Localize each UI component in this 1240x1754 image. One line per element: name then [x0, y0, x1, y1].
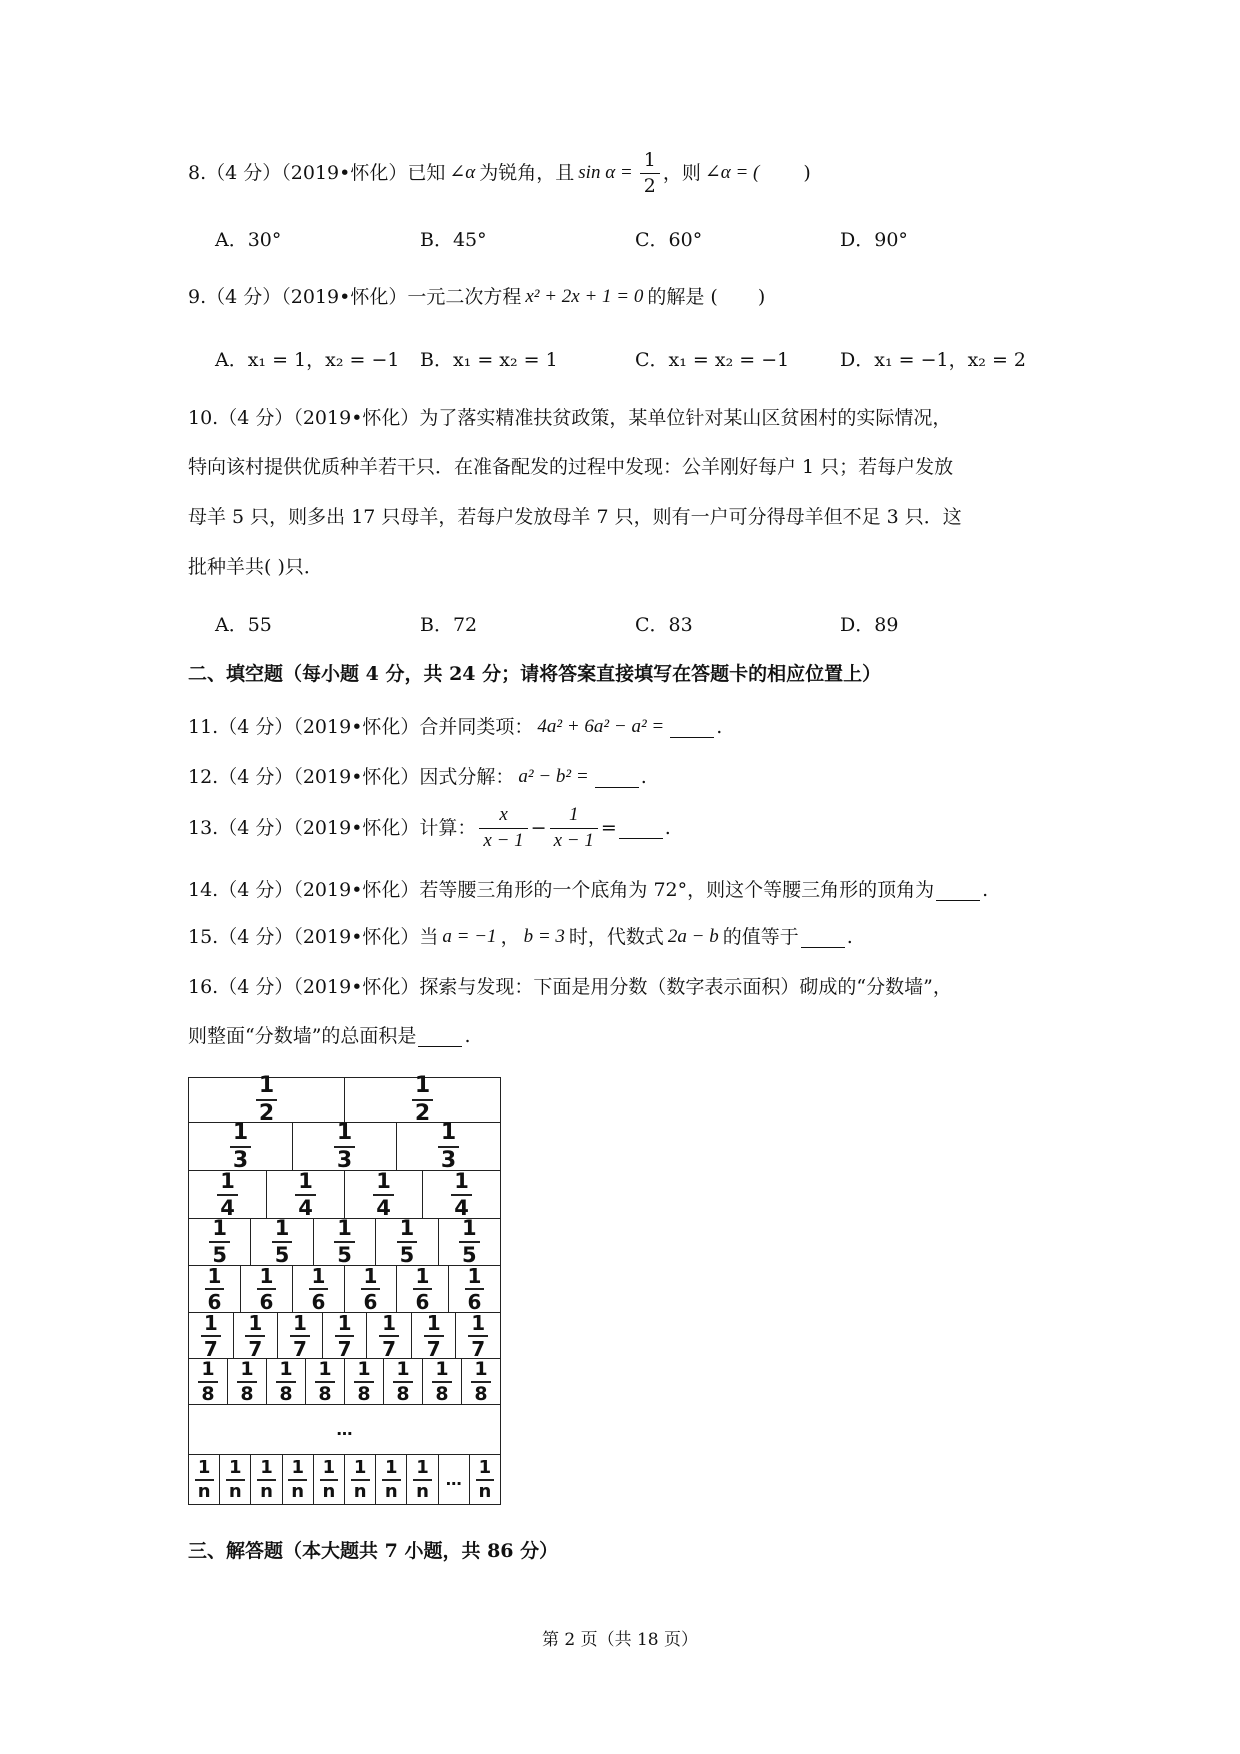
q11-expression: 4a² + 6a² − a² =: [537, 716, 665, 737]
q12-expression: a² − b² =: [518, 766, 589, 787]
wall-cell: [278, 1310, 323, 1361]
wall-cell-denominator: 7: [379, 1335, 399, 1359]
q9-tail: 的解是 (: [647, 286, 718, 308]
wall-cell: [470, 1455, 500, 1504]
question-8: [188, 150, 811, 197]
q11-period: .: [716, 716, 723, 738]
q10-option-d: D．89: [840, 614, 899, 636]
q13-fraction-2: [550, 805, 598, 852]
wall-cell: [397, 1266, 449, 1312]
q15-a-value: a = −1: [442, 926, 497, 947]
wall-cell-fraction: [459, 1218, 480, 1266]
wall-cell-denominator: 3: [334, 1146, 355, 1172]
wall-cell-denominator: 7: [424, 1335, 444, 1359]
wall-ellipsis-row: [189, 1405, 500, 1454]
wall-cell-fraction: [432, 1357, 451, 1405]
q16-period: .: [464, 1025, 471, 1047]
wall-cell: [407, 1455, 438, 1504]
section-2-heading: 二、填空题（每小题 4 分，共 24 分；请将答案直接填写在答题卡的相应位置上）: [188, 663, 882, 685]
wall-cell-numerator: 1: [474, 1357, 488, 1380]
q8-option-a: A．30°: [215, 229, 282, 251]
wall-row-9: [189, 1455, 500, 1504]
wall-cell-fraction: [465, 1266, 485, 1312]
q8-rhs: ∠α = (: [704, 162, 760, 184]
q9-close-paren: ): [757, 286, 766, 308]
wall-cell-numerator: 1: [353, 1456, 367, 1478]
wall-cell-numerator: 1: [203, 1310, 218, 1335]
wall-cell-numerator: 1: [291, 1456, 304, 1478]
q12-answer-blank: [595, 767, 639, 788]
wall-cell-denominator: 5: [334, 1241, 355, 1266]
q15-mid: 时，代数式: [568, 926, 664, 948]
wall-row-3: [189, 1168, 500, 1220]
wall-cell-numerator: 1: [471, 1310, 486, 1335]
q8-option-b: B．45°: [420, 229, 487, 251]
wall-cell-fraction: [276, 1357, 295, 1405]
wall-cell: [293, 1119, 397, 1173]
wall-cell-denominator: n: [413, 1479, 432, 1501]
wall-cell-fraction: [351, 1456, 370, 1502]
wall-cell: [423, 1168, 500, 1220]
wall-cell-fraction: [256, 1075, 277, 1125]
wall-cell-denominator: 6: [309, 1288, 329, 1312]
wall-cell-denominator: 4: [217, 1194, 238, 1219]
q8-tail: ，则: [662, 162, 701, 185]
wall-cell-denominator: 2: [412, 1099, 433, 1125]
wall-cell-fraction: [413, 1456, 432, 1502]
page-footer: 第 2 页（共 18 页）: [541, 1630, 699, 1650]
wall-cell-numerator: 1: [435, 1357, 449, 1380]
q8-fraction-num: 1: [643, 149, 656, 171]
q15-period: .: [846, 926, 853, 948]
wall-cell-fraction: [201, 1310, 221, 1361]
q16-line-1: 16.（4 分）（2019•怀化）探索与发现：下面是用分数（数字表示面积）砌成的“分数墙”，: [188, 976, 952, 998]
wall-cell-numerator: 1: [322, 1456, 336, 1478]
wall-cell-fraction: [451, 1168, 472, 1220]
wall-cell-ellipsis: …: [445, 1470, 462, 1489]
q10-options: [215, 610, 898, 640]
question-14: [188, 875, 988, 905]
wall-cell-fraction: [288, 1456, 307, 1502]
q10-line-3: 母羊 5 只，则多出 17 只母羊，若每户发放母羊 7 只，则有一户可分得母羊但不足 3 只．这: [188, 506, 962, 528]
wall-row-4: [189, 1216, 500, 1267]
q8-options: [215, 225, 908, 255]
wall-cell-denominator: 6: [465, 1288, 485, 1312]
q16-line-2: [188, 1021, 470, 1051]
wall-row-7: [189, 1359, 500, 1405]
wall-cell: [251, 1216, 313, 1267]
wall-cell-fraction: [361, 1266, 381, 1312]
wall-cell-denominator: 4: [373, 1194, 394, 1219]
wall-cell-denominator: 5: [459, 1241, 480, 1266]
wall-cell-numerator: 1: [440, 1119, 457, 1145]
wall-cell-numerator: 1: [212, 1216, 228, 1240]
wall-cell-denominator: 7: [201, 1335, 221, 1359]
q15-answer-blank: [801, 927, 845, 948]
wall-cell-numerator: 1: [467, 1264, 482, 1288]
wall-cell-numerator: 1: [220, 1168, 235, 1193]
wall-cell-numerator: 1: [207, 1264, 222, 1288]
wall-cell-denominator: 6: [361, 1288, 381, 1312]
wall-cell-denominator: 4: [451, 1194, 472, 1219]
q10-option-c: C．83: [635, 614, 693, 636]
wall-cell-fraction: [209, 1218, 230, 1266]
wall-cell-fraction: [198, 1357, 217, 1405]
wall-cell-fraction: [335, 1310, 355, 1361]
wall-cell: [267, 1359, 306, 1404]
wall-cell-numerator: 1: [229, 1456, 242, 1478]
wall-cell-numerator: 1: [259, 1264, 274, 1288]
wall-cell-denominator: n: [257, 1479, 276, 1501]
wall-cell-denominator: n: [288, 1479, 307, 1501]
wall-cell-denominator: 7: [290, 1335, 310, 1359]
wall-cell-fraction: [424, 1310, 444, 1361]
wall-cell: [423, 1359, 462, 1404]
wall-cell-numerator: 1: [415, 1264, 430, 1288]
q9-prefix: （4 分）（2019•怀化）一元二次方程: [206, 286, 522, 308]
wall-cell-numerator: 1: [274, 1216, 290, 1240]
wall-cell-numerator: 1: [357, 1357, 371, 1380]
wall-cell: [384, 1359, 423, 1404]
q13-fraction-1: [479, 805, 527, 852]
q13-minus: −: [530, 817, 547, 840]
wall-cell-fraction: [230, 1119, 251, 1173]
wall-cell-denominator: 8: [276, 1381, 295, 1404]
wall-cell-numerator: 1: [311, 1264, 326, 1288]
q9-option-d: D．x₁ = −1，x₂ = 2: [840, 349, 1026, 371]
q9-option-a: A．x₁ = 1，x₂ = −1: [215, 349, 400, 371]
q8-fraction: [640, 150, 660, 197]
section-3-heading: 三、解答题（本大题共 7 小题，共 86 分）: [188, 1540, 559, 1562]
wall-cell: [314, 1455, 345, 1504]
wall-cell-numerator: 1: [248, 1310, 263, 1335]
wall-cell-denominator: 5: [397, 1241, 418, 1266]
wall-cell: [397, 1119, 500, 1173]
wall-cell: [439, 1455, 470, 1504]
wall-cell-fraction: [257, 1456, 276, 1502]
wall-cell-fraction: [438, 1119, 459, 1173]
wall-cell-numerator: 1: [478, 1456, 492, 1478]
q8-fraction-den: 2: [640, 173, 660, 197]
wall-cell: [314, 1216, 376, 1267]
wall-cell: [267, 1168, 345, 1220]
q8-option-c: C．60°: [635, 229, 703, 251]
wall-row-8: [189, 1405, 500, 1455]
wall-cell-numerator: 1: [279, 1357, 293, 1380]
wall-cell-numerator: 1: [396, 1357, 410, 1380]
wall-cell-numerator: 1: [385, 1456, 398, 1478]
wall-cell-fraction: [468, 1310, 488, 1361]
wall-cell: [439, 1216, 500, 1267]
wall-cell: [189, 1455, 220, 1504]
wall-row-1: [189, 1073, 500, 1126]
q9-number: 9.: [188, 286, 207, 308]
wall-cell-fraction: [334, 1119, 355, 1173]
wall-cell-fraction: [237, 1357, 256, 1405]
wall-ellipsis: …: [336, 1420, 353, 1439]
wall-cell-numerator: 1: [337, 1310, 352, 1335]
wall-cell-numerator: 1: [201, 1357, 215, 1380]
q15-text: 15.（4 分）（2019•怀化）当: [188, 926, 439, 948]
wall-cell-fraction: [272, 1218, 293, 1266]
q10-line-4: 批种羊共( )只．: [188, 556, 323, 578]
wall-cell: [293, 1266, 345, 1312]
wall-cell-fraction: [309, 1266, 329, 1312]
wall-cell-fraction: [476, 1456, 495, 1502]
q15-separator: ，: [500, 926, 520, 948]
wall-cell-fraction: [412, 1075, 433, 1125]
q8-close-paren: ): [803, 162, 811, 185]
wall-cell-fraction: [379, 1310, 399, 1361]
wall-cell: [189, 1216, 251, 1267]
q8-prefix: （4 分）（2019•怀化）已知: [206, 162, 446, 185]
wall-cell: [189, 1310, 234, 1361]
wall-cell: [456, 1310, 500, 1361]
wall-cell-numerator: 1: [399, 1216, 415, 1240]
fraction-wall: [188, 1073, 501, 1505]
wall-cell: [220, 1455, 251, 1504]
wall-cell-denominator: 3: [438, 1146, 459, 1172]
wall-cell: [345, 1168, 423, 1220]
wall-cell: [323, 1310, 368, 1361]
wall-cell-fraction: [205, 1266, 225, 1312]
q13-equals: =: [600, 817, 617, 840]
q13-fraction-1-den: x − 1: [479, 828, 527, 852]
q11-text: 11.（4 分）（2019•怀化）合并同类项：: [188, 716, 534, 738]
wall-cell-numerator: 1: [363, 1264, 378, 1288]
wall-cell-fraction: [397, 1218, 418, 1266]
q15-tail: 的值等于: [722, 926, 799, 948]
wall-cell-fraction: [257, 1266, 277, 1312]
wall-cell-fraction: [217, 1168, 238, 1220]
wall-cell-numerator: 1: [337, 1216, 352, 1240]
wall-cell: [189, 1168, 267, 1220]
q13-fraction-2-den: x − 1: [550, 828, 598, 852]
wall-cell-fraction: [393, 1357, 412, 1405]
wall-cell-denominator: 6: [413, 1288, 433, 1312]
wall-cell-numerator: 1: [258, 1073, 275, 1098]
wall-cell-fraction: [295, 1168, 316, 1220]
q13-answer-blank: [619, 818, 663, 839]
wall-cell: [234, 1310, 279, 1361]
wall-cell-numerator: 1: [416, 1456, 429, 1478]
wall-cell-numerator: 1: [292, 1310, 307, 1335]
wall-cell-denominator: n: [476, 1479, 495, 1501]
q15-b-value: b = 3: [523, 926, 565, 947]
wall-cell-numerator: 1: [260, 1456, 273, 1478]
wall-cell-fraction: [354, 1357, 373, 1405]
wall-cell-fraction: [373, 1168, 394, 1220]
q16-answer-blank: [418, 1026, 462, 1047]
wall-cell-numerator: 1: [376, 1168, 391, 1193]
wall-cell: [189, 1119, 293, 1173]
wall-cell: [345, 1073, 500, 1126]
wall-cell-denominator: 4: [295, 1194, 316, 1219]
wall-cell: [189, 1359, 228, 1404]
wall-cell-numerator: 1: [426, 1310, 441, 1335]
wall-cell: [251, 1455, 282, 1504]
wall-cell-numerator: 1: [454, 1168, 469, 1193]
wall-cell: [345, 1266, 397, 1312]
question-13: [188, 805, 671, 852]
wall-cell-numerator: 1: [414, 1073, 431, 1098]
wall-cell-fraction: [334, 1218, 355, 1266]
q8-option-d: D．90°: [840, 229, 908, 251]
q9-option-c: C．x₁ = x₂ = −1: [635, 349, 790, 371]
wall-cell-denominator: 5: [209, 1241, 230, 1266]
wall-cell: [189, 1266, 241, 1312]
q8-angle: ∠α: [449, 162, 476, 184]
wall-cell: [306, 1359, 345, 1404]
wall-cell: [241, 1266, 293, 1312]
wall-cell-numerator: 1: [318, 1357, 332, 1380]
wall-cell-denominator: 8: [354, 1381, 373, 1404]
wall-cell-denominator: 7: [468, 1335, 488, 1359]
wall-cell-numerator: 1: [336, 1119, 353, 1145]
wall-cell-fraction: [413, 1266, 433, 1312]
wall-cell-denominator: n: [226, 1479, 245, 1501]
wall-cell-denominator: 8: [432, 1381, 451, 1404]
wall-cell: [412, 1310, 457, 1361]
wall-cell-denominator: n: [382, 1479, 401, 1501]
wall-cell-denominator: 8: [471, 1381, 490, 1404]
wall-cell-denominator: n: [320, 1479, 339, 1501]
wall-cell-fraction: [382, 1456, 401, 1502]
wall-cell-denominator: 3: [230, 1146, 251, 1172]
q16-text: 则整面“分数墙”的总面积是: [188, 1025, 417, 1047]
q10-option-b: B．72: [420, 614, 478, 636]
wall-cell-denominator: 7: [335, 1335, 355, 1359]
wall-cell-denominator: 8: [315, 1381, 334, 1404]
q12-period: .: [640, 766, 647, 788]
wall-cell-numerator: 1: [462, 1216, 477, 1240]
wall-cell: [376, 1216, 438, 1267]
wall-cell: [449, 1266, 500, 1312]
wall-cell-numerator: 1: [298, 1168, 313, 1193]
wall-cell-denominator: 8: [198, 1381, 217, 1404]
q13-period: .: [664, 817, 671, 840]
wall-cell-numerator: 1: [232, 1119, 249, 1145]
wall-cell: [345, 1359, 384, 1404]
wall-cell-fraction: [245, 1310, 265, 1361]
wall-cell-denominator: 6: [205, 1288, 225, 1312]
wall-cell: [283, 1455, 314, 1504]
wall-cell-denominator: 6: [257, 1288, 277, 1312]
q13-text: 13.（4 分）（2019•怀化）计算：: [188, 817, 477, 840]
wall-cell-denominator: 8: [393, 1381, 412, 1404]
wall-cell-denominator: 8: [237, 1381, 256, 1404]
wall-cell-denominator: 7: [245, 1335, 265, 1359]
wall-cell: [367, 1310, 412, 1361]
q8-mid: 为锐角，且: [479, 162, 575, 185]
wall-cell-fraction: [226, 1456, 245, 1502]
wall-cell: [376, 1455, 407, 1504]
q14-text: 14.（4 分）（2019•怀化）若等腰三角形的一个底角为 72°，则这个等腰三角形的顶角为: [188, 879, 935, 901]
wall-row-6: [189, 1310, 500, 1361]
wall-cell: [462, 1359, 500, 1404]
wall-cell-denominator: 2: [256, 1099, 277, 1125]
q13-fraction-1-num: x: [499, 804, 508, 825]
wall-cell-denominator: n: [195, 1479, 214, 1501]
wall-row-2: [189, 1119, 500, 1173]
wall-cell-fraction: [290, 1310, 310, 1361]
question-12: [188, 762, 647, 792]
q9-options: [215, 345, 1026, 375]
q10-line-2: 特向该村提供优质种羊若干只．在准备配发的过程中发现：公羊刚好每户 1 只；若每户发放: [188, 456, 954, 478]
wall-cell-denominator: 5: [272, 1241, 293, 1266]
wall-cell-denominator: n: [351, 1479, 370, 1501]
q14-answer-blank: [936, 880, 980, 901]
q9-option-b: B．x₁ = x₂ = 1: [420, 349, 558, 371]
q9-equation: x² + 2x + 1 = 0: [525, 286, 644, 307]
wall-cell: [189, 1073, 345, 1126]
wall-cell-fraction: [471, 1357, 490, 1405]
q11-answer-blank: [670, 717, 714, 738]
wall-cell-numerator: 1: [197, 1456, 211, 1478]
q10-line-1: 10.（4 分）（2019•怀化）为了落实精准扶贫政策，某单位针对某山区贫困村的实际情况，: [188, 407, 952, 429]
question-15: [188, 922, 853, 952]
q13-fraction-2-num: 1: [568, 804, 579, 825]
q15-expression: 2a − b: [667, 926, 719, 947]
wall-cell-numerator: 1: [382, 1310, 397, 1335]
wall-cell-fraction: [320, 1456, 339, 1502]
q12-text: 12.（4 分）（2019•怀化）因式分解：: [188, 766, 515, 788]
q10-option-a: A．55: [215, 614, 272, 636]
q14-period: .: [982, 879, 989, 901]
wall-cell: [345, 1455, 376, 1504]
wall-cell-fraction: [195, 1456, 214, 1502]
wall-cell: [228, 1359, 267, 1404]
q8-sin-lhs: sin α =: [578, 162, 633, 184]
question-11: [188, 712, 722, 742]
wall-row-5: [189, 1266, 500, 1313]
q8-number: 8.: [188, 162, 207, 185]
wall-cell-fraction: [315, 1357, 334, 1405]
wall-cell-numerator: 1: [240, 1357, 254, 1380]
question-9: [188, 282, 765, 312]
